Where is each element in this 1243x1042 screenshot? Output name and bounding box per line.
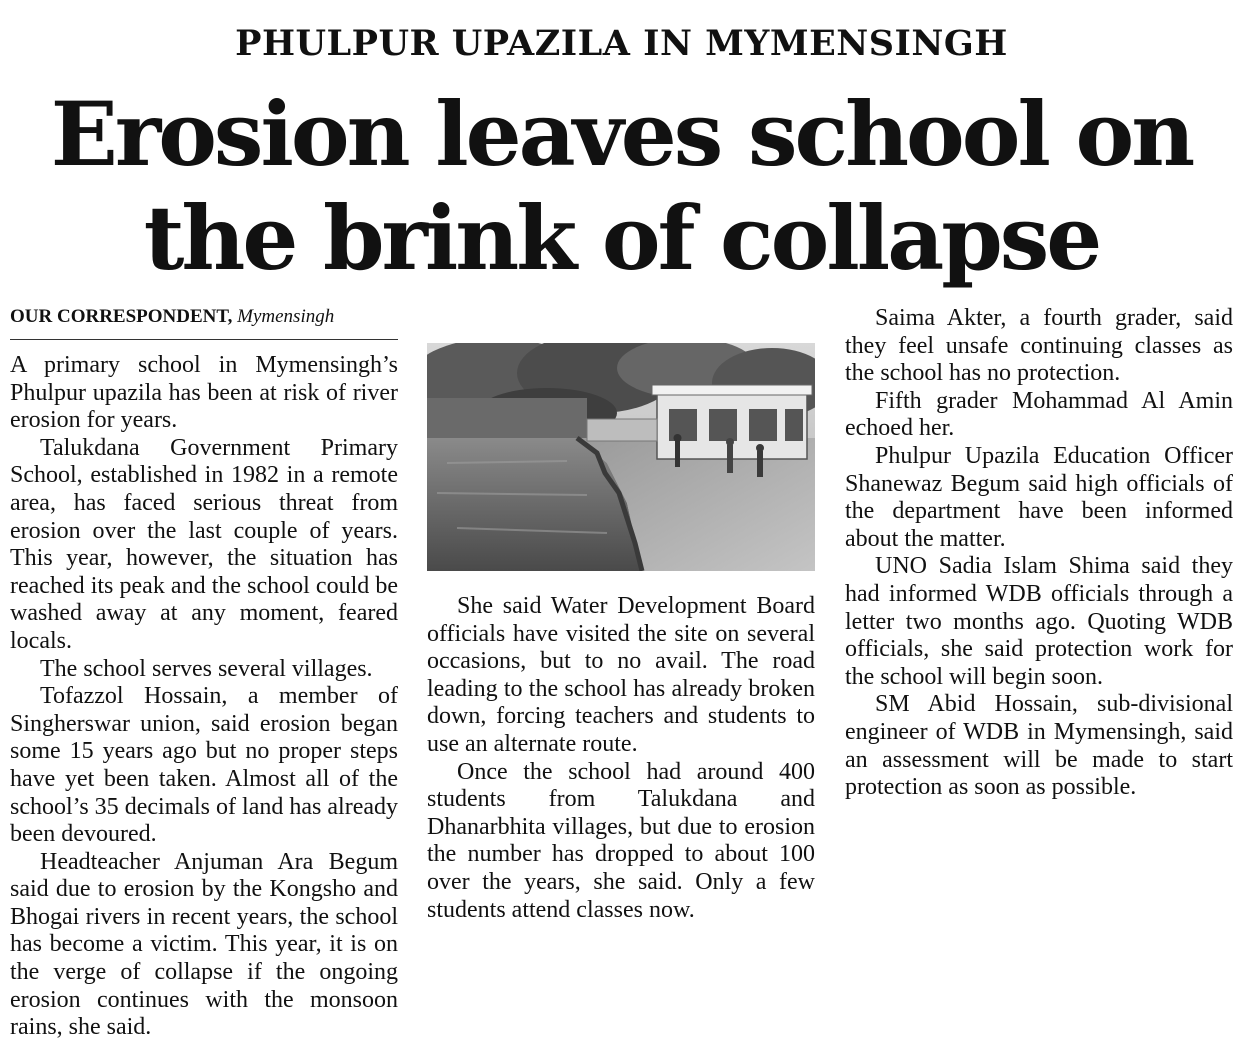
- paragraph-3: The school serves several villages.: [40, 655, 373, 682]
- column-3: [845, 305, 1233, 802]
- byline-place: Mymensingh: [237, 306, 335, 327]
- byline-name: OUR CORRESPONDENT,: [10, 306, 233, 327]
- column-2: [427, 305, 815, 924]
- column-1: [10, 305, 398, 1042]
- paragraph-11: UNO Sadia Islam Shima said they had informed WDB officials through a letter two months ago. Quoting WDB officials, she said protection work for the school will begin soon.: [845, 553, 1233, 690]
- paragraph-7: Once the school had around 400 students from Talukdana and Dhanarbhita villages, but due to erosion the number has dropped to about 100 over the years, she said. Only a few students attend classes now.: [427, 758, 815, 923]
- paragraph-9: Fifth grader Mohammad Al Amin echoed her.: [845, 387, 1233, 442]
- kicker: PHULPUR UPAZILA IN MYMENSINGH: [235, 23, 1008, 64]
- paragraph-6: She said Water Development Board officials have visited the site on several occasions, but to no avail. The road leading to the school has already broken down, forcing teachers and students to use an alternate route.: [427, 593, 815, 757]
- paragraph-10: Phulpur Upazila Education Officer Shanewaz Begum said high officials of the department have been informed about the matter.: [845, 442, 1233, 552]
- headline-line-1: Erosion leaves school on: [50, 82, 1193, 186]
- headline-line-2: the brink of collapse: [143, 186, 1100, 290]
- headline: [0, 82, 1243, 290]
- byline: [10, 305, 398, 340]
- paragraph-12: SM Abid Hossain, sub-divisional engineer of WDB in Mymensingh, said an assessment will be made to start protection as soon as possible.: [845, 691, 1233, 801]
- paragraph-2: Talukdana Government Primary School, established in 1982 in a remote area, has faced serious threat from erosion over the last couple of years. This year, however, the situation has reached its peak and the school could be washed away at any moment, feared locals.: [10, 434, 398, 654]
- paragraph-8: Saima Akter, a fourth grader, said they feel unsafe continuing classes as the school has no protection.: [845, 305, 1233, 387]
- paragraph-4: Tofazzol Hossain, a member of Singherswar union, said erosion began some 15 years ago but no proper steps have yet been taken. Almost all of the school’s 35 decimals of land has already been devoured.: [10, 683, 398, 848]
- paragraph-5: Headteacher Anjuman Ara Begum said due to erosion by the Kongsho and Bhogai rivers in recent years, the school has become a victim. This year, it is on the verge of collapse if the ongoing erosion continues with the monsoon rains, she said.: [10, 848, 398, 1041]
- eroded-riverbank-school-photo: [427, 343, 815, 571]
- paragraph-1: A primary school in Mymensingh’s Phulpur upazila has been at risk of river erosion for years.: [10, 352, 398, 434]
